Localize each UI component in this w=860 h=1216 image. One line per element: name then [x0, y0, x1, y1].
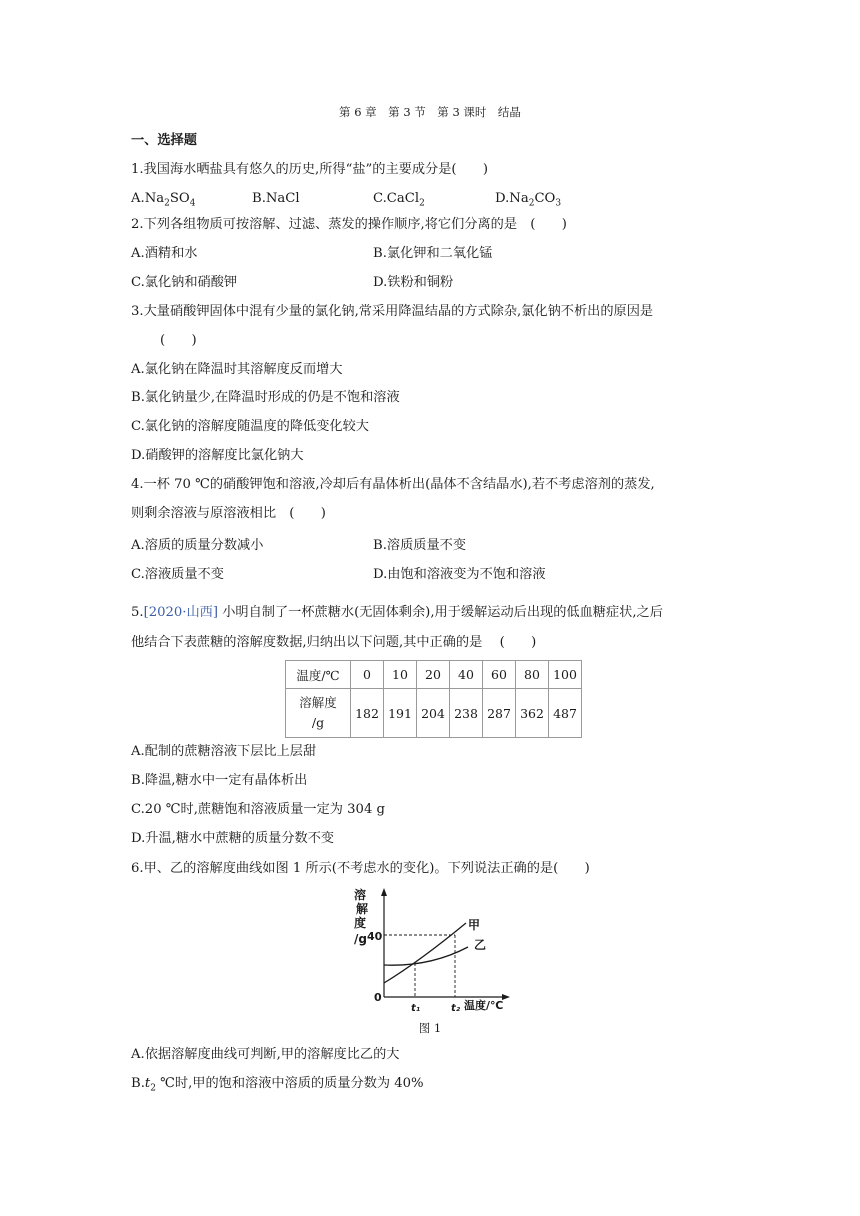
- table-cell: 80: [516, 661, 549, 689]
- table-cell: 60: [483, 661, 516, 689]
- q1-option-b[interactable]: B.NaCl: [252, 191, 300, 206]
- y-label-2: 解: [356, 902, 369, 916]
- table-cell: 191: [384, 689, 417, 738]
- q4-stem-line1: 4.一杯 70 ℃的硝酸钾饱和溶液,冷却后有晶体析出(晶体不含结晶水),若不考虑溶剂的蒸发,: [131, 477, 655, 492]
- section-title: 一、选择题: [131, 133, 197, 148]
- q2-option-c[interactable]: C.氯化钠和硝酸钾: [131, 275, 238, 290]
- page-title: 第 6 章 第 3 节 第 3 课时 结晶: [339, 105, 521, 119]
- curve-yi-label: 乙: [474, 938, 487, 952]
- x-tick-t2: t₂: [451, 1003, 461, 1014]
- table-cell: 40: [450, 661, 483, 689]
- q3-option-a[interactable]: A.氯化钠在降温时其溶解度反而增大: [131, 362, 343, 377]
- q2-option-b[interactable]: B.氯化钾和二氧化锰: [373, 246, 493, 261]
- q3-option-b[interactable]: B.氯化钠量少,在降温时形成的仍是不饱和溶液: [131, 390, 400, 405]
- q6-stem: 6.甲、乙的溶解度曲线如图 1 所示(不考虑水的变化)。下列说法正确的是( ): [131, 861, 590, 876]
- q3-option-d[interactable]: D.硝酸钾的溶解度比氯化钠大: [131, 448, 304, 463]
- y-label-4: /g: [354, 932, 367, 946]
- table-cell: 10: [384, 661, 417, 689]
- q5-stem-line1: 5.[2020·山西] 小明自制了一杯蔗糖水(无固体剩余),用于缓解运动后出现的低血糖症状,之后: [131, 605, 663, 620]
- q4-option-b[interactable]: B.溶质质量不变: [373, 538, 467, 553]
- table-row: [286, 689, 582, 738]
- table-cell: 487: [549, 689, 582, 738]
- q3-stem: 3.大量硝酸钾固体中混有少量的氯化钠,常采用降温结晶的方式除杂,氯化钠不析出的原因是: [131, 304, 654, 319]
- x-axis-label: 温度/℃: [464, 999, 504, 1012]
- table-cell: 0: [351, 661, 384, 689]
- q4-stem-line2: 则剩余溶液与原溶液相比 ( ): [131, 506, 326, 521]
- q4-option-c[interactable]: C.溶液质量不变: [131, 567, 224, 582]
- q1-option-c[interactable]: C.CaCl$_2$: [373, 191, 425, 209]
- q2-stem: 2.下列各组物质可按溶解、过滤、蒸发的操作顺序,将它们分离的是 ( ): [131, 217, 567, 232]
- table-cell: 362: [516, 689, 549, 738]
- y-label-3: 度: [354, 916, 367, 930]
- solubility-curve-figure: [340, 885, 520, 1015]
- origin-label: 0: [374, 991, 382, 1004]
- q5-option-d[interactable]: D.升温,糖水中蔗糖的质量分数不变: [131, 831, 335, 846]
- q6-option-b[interactable]: $B.t_2$ ℃时,甲的饱和溶液中溶质的质量分数为 40%: [131, 1076, 424, 1094]
- solubility-table: [285, 660, 582, 738]
- table-cell: 238: [450, 689, 483, 738]
- q5-stem-line2: 他结合下表蔗糖的溶解度数据,归纳出以下问题,其中正确的是 ( ): [131, 635, 537, 650]
- table-cell: 20: [417, 661, 450, 689]
- table-cell: 204: [417, 689, 450, 738]
- curve-jia-label: 甲: [468, 918, 481, 932]
- q5-option-b[interactable]: B.降温,糖水中一定有晶体析出: [131, 773, 308, 788]
- q5-option-c[interactable]: C.20 ℃时,蔗糖饱和溶液质量一定为 304 g: [131, 802, 385, 817]
- q1-stem: 1.我国海水晒盐具有悠久的历史,所得“盐”的主要成分是( ): [131, 162, 489, 177]
- y-axis-arrow-icon: [381, 888, 387, 896]
- q4-option-d[interactable]: D.由饱和溶液变为不饱和溶液: [373, 567, 546, 582]
- table-row: [286, 661, 582, 689]
- table-cell: 182: [351, 689, 384, 738]
- y-tick-40: 40: [367, 930, 383, 943]
- x-tick-t1: t₁: [411, 1003, 421, 1014]
- q5-source: [2020·山西]: [143, 605, 219, 620]
- q1-option-a[interactable]: $A.Na_2SO_4$: [131, 191, 196, 209]
- q2-option-d[interactable]: D.铁粉和铜粉: [373, 275, 454, 290]
- table-cell: 100: [549, 661, 582, 689]
- table-header: 溶解度 /g: [286, 689, 351, 738]
- table-header: 温度/℃: [286, 661, 351, 689]
- q4-option-a[interactable]: A.溶质的质量分数减小: [131, 538, 264, 553]
- q6-option-a[interactable]: A.依据溶解度曲线可判断,甲的溶解度比乙的大: [131, 1047, 400, 1062]
- y-label-1: 溶: [354, 888, 367, 902]
- q3-option-c[interactable]: C.氯化钠的溶解度随温度的降低变化较大: [131, 419, 369, 434]
- q3-paren: ( ): [160, 333, 197, 348]
- table-cell: 287: [483, 689, 516, 738]
- q2-option-a[interactable]: A.酒精和水: [131, 246, 198, 261]
- figure-caption: 图 1: [418, 1021, 442, 1035]
- q1-option-d[interactable]: $D.Na_2CO_3$: [495, 191, 562, 209]
- q5-option-a[interactable]: A.配制的蔗糖溶液下层比上层甜: [131, 744, 317, 759]
